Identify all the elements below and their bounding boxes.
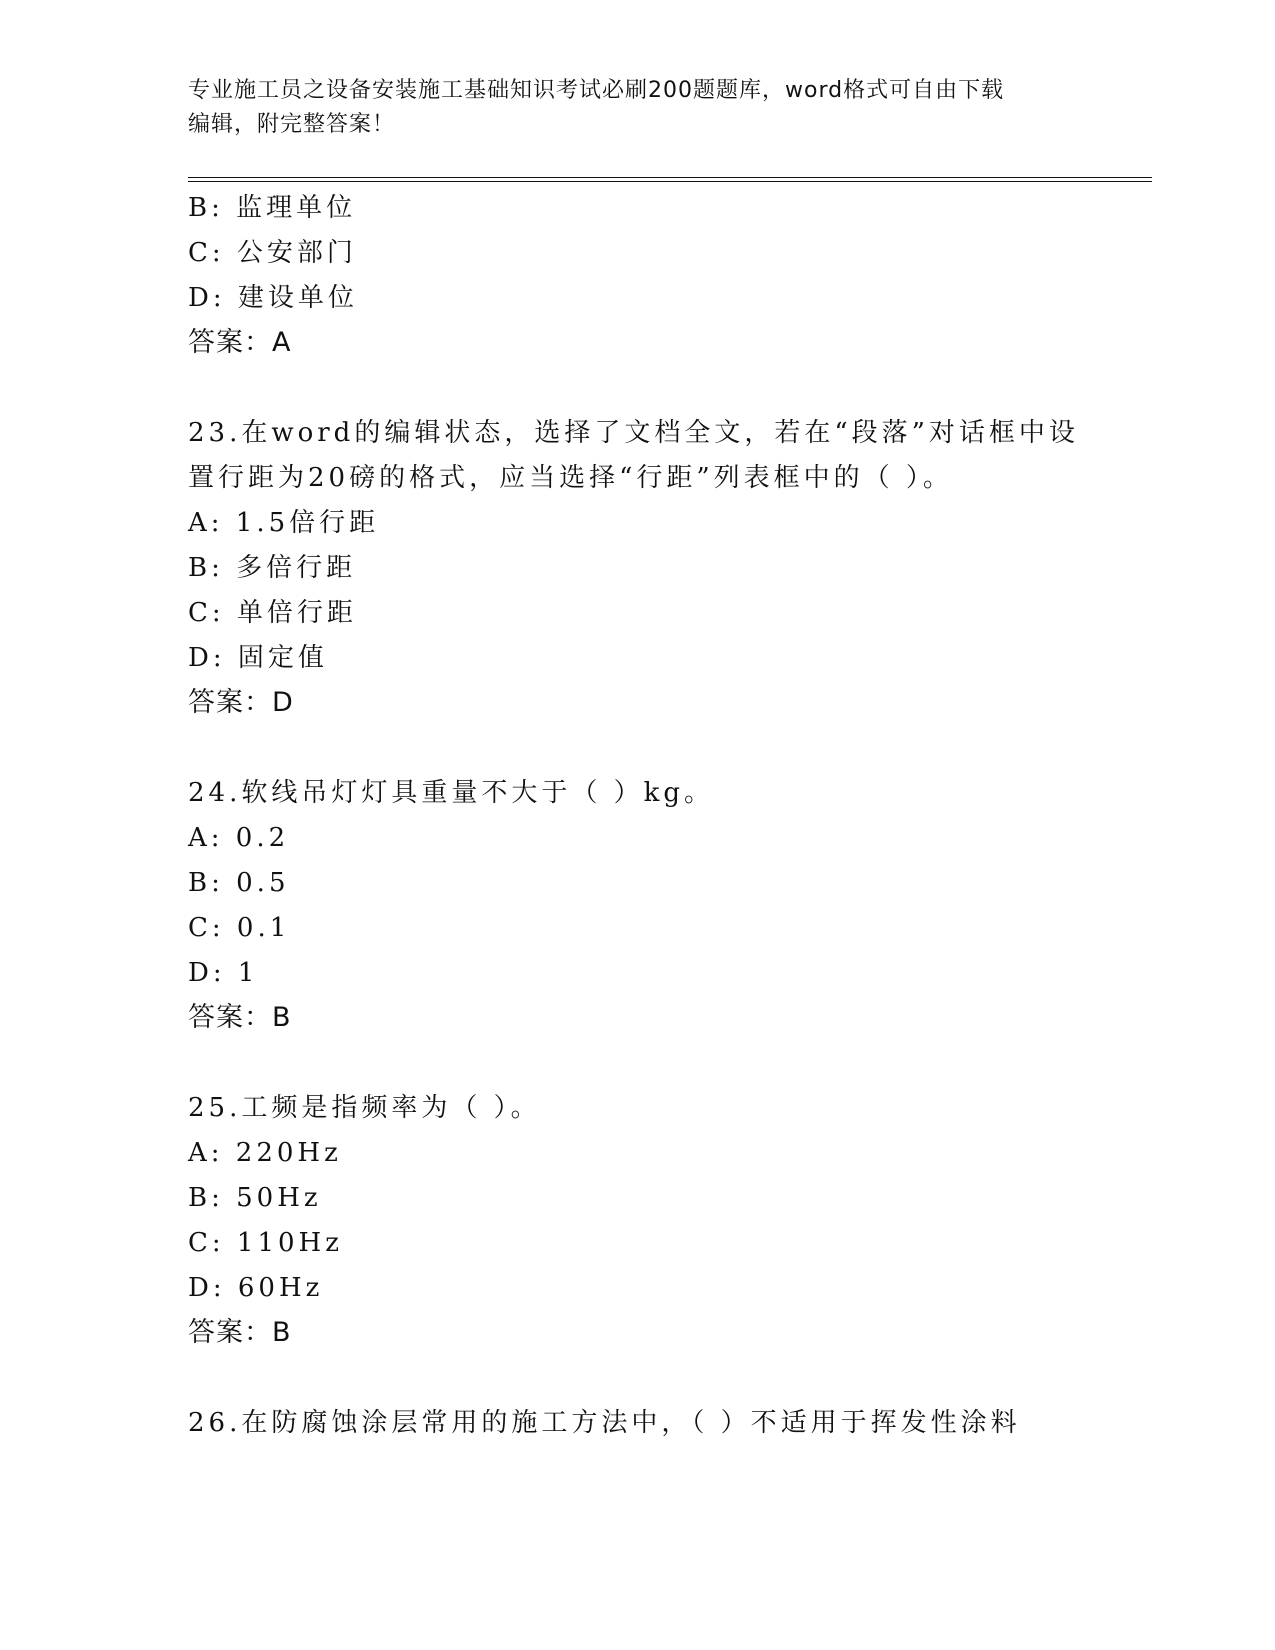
q22-answer: 答案：A bbox=[188, 327, 292, 358]
q22-option-d: D: 建设单位 bbox=[188, 283, 358, 313]
q23-stem-line-1: 23.在word的编辑状态，选择了文档全文，若在“段落”对话框中设 bbox=[188, 418, 1079, 448]
q24-option-d: D: 1 bbox=[188, 958, 259, 988]
header-line-1: 专业施工员之设备安装施工基础知识考试必刷200题题库，word格式可自由下载 bbox=[188, 78, 1005, 103]
q25-stem: 25.工频是指频率为（ ）。 bbox=[188, 1093, 541, 1123]
q23-option-b: B: 多倍行距 bbox=[188, 553, 357, 583]
header-line-2: 编辑，附完整答案！ bbox=[188, 112, 396, 137]
q25-option-c: C: 110Hz bbox=[188, 1228, 343, 1258]
header-rule-top bbox=[188, 177, 1152, 178]
q24-answer: 答案：B bbox=[188, 1002, 292, 1033]
q23-option-d: D: 固定值 bbox=[188, 643, 328, 673]
q25-option-b: B: 50Hz bbox=[188, 1183, 322, 1213]
q23-option-c: C: 单倍行距 bbox=[188, 598, 357, 628]
q23-option-a: A: 1.5倍行距 bbox=[188, 508, 380, 538]
q26-stem: 26.在防腐蚀涂层常用的施工方法中，（ ）不适用于挥发性涂料 bbox=[188, 1408, 1021, 1438]
q25-option-a: A: 220Hz bbox=[188, 1138, 342, 1168]
q24-option-a: A: 0.2 bbox=[188, 823, 290, 853]
q24-option-c: C: 0.1 bbox=[188, 913, 291, 943]
header-rule-bottom bbox=[188, 181, 1152, 182]
q23-stem-line-2: 置行距为20磅的格式，应当选择“行距”列表框中的（ ）。 bbox=[188, 463, 953, 493]
q22-option-c: C: 公安部门 bbox=[188, 238, 357, 268]
q22-option-b: B: 监理单位 bbox=[188, 193, 357, 223]
q25-answer: 答案：B bbox=[188, 1317, 292, 1348]
q24-option-b: B: 0.5 bbox=[188, 868, 290, 898]
q25-option-d: D: 60Hz bbox=[188, 1273, 324, 1303]
q24-stem: 24.软线吊灯灯具重量不大于（ ）kg。 bbox=[188, 778, 715, 808]
q23-answer: 答案：D bbox=[188, 687, 294, 718]
document-header bbox=[188, 74, 1088, 142]
